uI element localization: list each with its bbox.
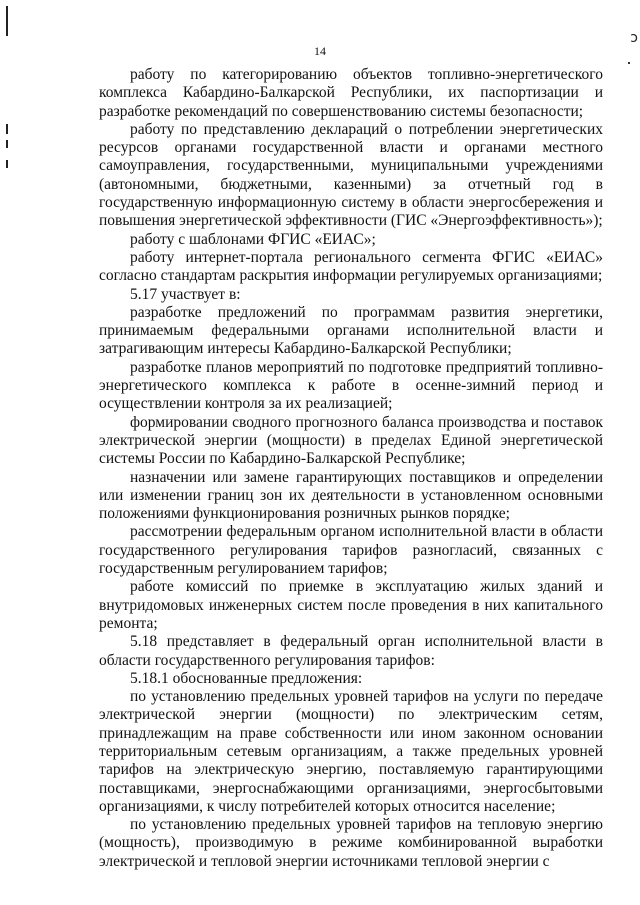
paragraph: работу по представлению деклараций о потреблении энергетических ресурсов органами государственной власти и органами местного самоуправления, государственными, муниципальными учреждениями (автономными, бюджетными, казенными) за отчетный год в государственную информационную систему в области энергосбережения и повышения энергетической эффективности (ГИС «Энергоэффективность»); [99, 120, 603, 230]
paragraph: 5.18.1 обоснованные предложения: [130, 669, 363, 687]
paragraph: работу по категорированию объектов топливно-энергетического комплекса Кабардино-Балкарской Республики, их паспортизации и разработке рекомендаций по совершенствованию системы безопасности; [99, 66, 603, 120]
paragraph: формировании сводного прогнозного баланса производства и поставок электрической энергии (мощности) в пределах Единой энергетической системы России по Кабардино-Балкарской Республике; [99, 413, 603, 468]
paragraph: работу с шаблонами ФГИС «ЕИАС»; [130, 230, 376, 248]
paragraph: работу интернет-портала регионального сегмента ФГИС «ЕИАС» согласно стандартам раскрытия информации регулируемых организациями; [99, 248, 603, 285]
paragraph: по установлению предельных уровней тарифов на тепловую энергию (мощность), производимую в режиме комбинированной выработки электрической и тепловой энергии источниками тепловой энергии с [99, 816, 603, 870]
paragraph: разработке предложений по программам развития энергетики, принимаемым федеральными органами исполнительной власти и затрагивающим интересы Кабардино-Балкарской Республики; [99, 303, 603, 358]
paragraph: рассмотрении федеральным органом исполнительной власти в области государственного регулирования тарифов разногласий, связанных с государственным регулированием тарифов; [99, 523, 603, 578]
scan-corner-mark: ɔ [630, 30, 638, 46]
scan-edge-mark [6, 160, 8, 168]
scan-edge-mark [6, 140, 8, 148]
paragraph: разработке планов мероприятий по подготовке предприятий топливно-энергетического комплекса к работе в осенне-зимний период и осуществлении контроля за их реализацией; [99, 358, 603, 413]
paragraph: 5.17 участвует в: [130, 285, 241, 303]
scan-edge-mark [6, 6, 8, 36]
paragraph: работе комиссий по приемке в эксплуатацию жилых зданий и внутридомовых инженерных систем после проведения в них капитального ремонта; [99, 578, 603, 632]
document-body [99, 66, 603, 871]
paragraph: 5.18 представляет в федеральный орган исполнительной власти в области государственного регулирования тарифов: [99, 633, 603, 669]
paragraph: назначении или замене гарантирующих поставщиков и определении или изменении границ зон их деятельности в установленном основными положениями функционирования розничных рынков порядке; [99, 468, 603, 523]
page-number: 14 [314, 44, 326, 58]
scan-dot-mark [628, 62, 630, 64]
scan-edge-mark [6, 124, 8, 134]
paragraph: по установлению предельных уровней тарифов на услуги по передаче электрической энергии (мощности) по электрическим сетям, принадлежащим на праве собственности или ином законном основании территориальным сетевым организациям, а также предельных уровней тарифов на электрическую энергию, поставляемую гарантирующими поставщиками, энергоснабжающими организациями, энергосбытовыми организациями, к числу потребителей которых относится население; [99, 688, 603, 815]
